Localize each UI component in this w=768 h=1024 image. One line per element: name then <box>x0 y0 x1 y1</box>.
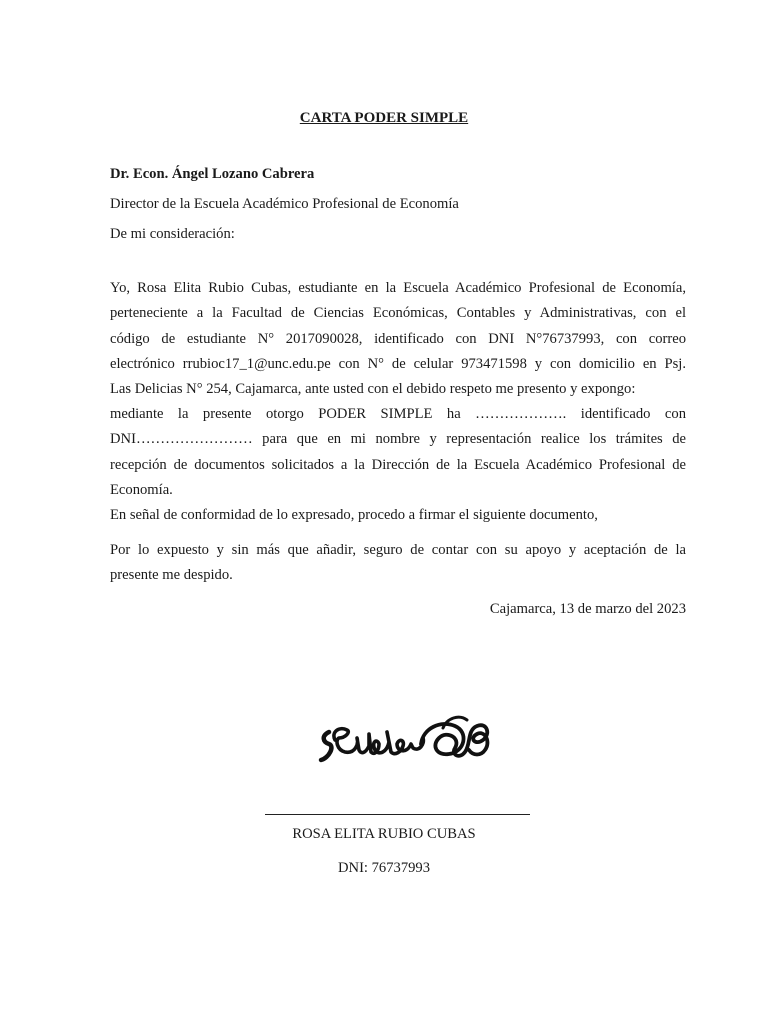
body-line: perteneciente a la Facultad de Ciencias Económicas, Contables y Administrativas, con el <box>110 305 686 322</box>
body-line: mediante la presente otorgo PODER SIMPLE ha ………………. identificado con <box>110 406 686 422</box>
body-line: DNI…………………… para que en mi nombre y representación realice los trámites de <box>110 431 686 448</box>
body-line: En señal de conformidad de lo expresado, procedo a firmar el siguiente documento, <box>110 507 598 523</box>
salutation: De mi consideración: <box>110 226 235 242</box>
signature-line <box>265 814 530 815</box>
body-line: recepción de documentos solicitados a la Dirección de la Escuela Académico Profesional de <box>110 456 686 473</box>
body-line: Las Delicias N° 254, Cajamarca, ante usted con el debido respeto me presento y expongo: <box>110 381 636 398</box>
date-line: Cajamarca, 13 de marzo del 2023 <box>489 601 686 617</box>
body-line: Economía. <box>110 481 173 498</box>
addressee-role: Director de la Escuela Académico Profesional de Economía <box>110 196 459 212</box>
body-line: código de estudiante N° 2017090028, identificado con DNI N°76737993, con correo <box>110 330 686 347</box>
body-line: electrónico rrubioc17_1@unc.edu.pe con N° de celular 973471598 y con domicilio en Psj. <box>110 355 686 372</box>
closing-line: presente me despido. <box>110 567 233 584</box>
body-line: Yo, Rosa Elita Rubio Cubas, estudiante en la Escuela Académico Profesional de Economía, <box>110 280 686 296</box>
closing-paragraph <box>110 538 686 589</box>
body-paragraph-1 <box>110 276 686 402</box>
signer-name: ROSA ELITA RUBIO CUBAS <box>292 826 476 842</box>
addressee-name: Dr. Econ. Ángel Lozano Cabrera <box>110 166 315 182</box>
body-paragraph-2 <box>110 402 686 503</box>
closing-line: Por lo expuesto y sin más que añadir, seguro de contar con su apoyo y aceptación de la <box>110 542 686 558</box>
body-paragraph-3 <box>110 503 686 528</box>
signer-dni: DNI: 76737993 <box>337 860 431 876</box>
handwritten-signature <box>315 708 500 770</box>
document-title: CARTA PODER SIMPLE <box>299 110 469 126</box>
